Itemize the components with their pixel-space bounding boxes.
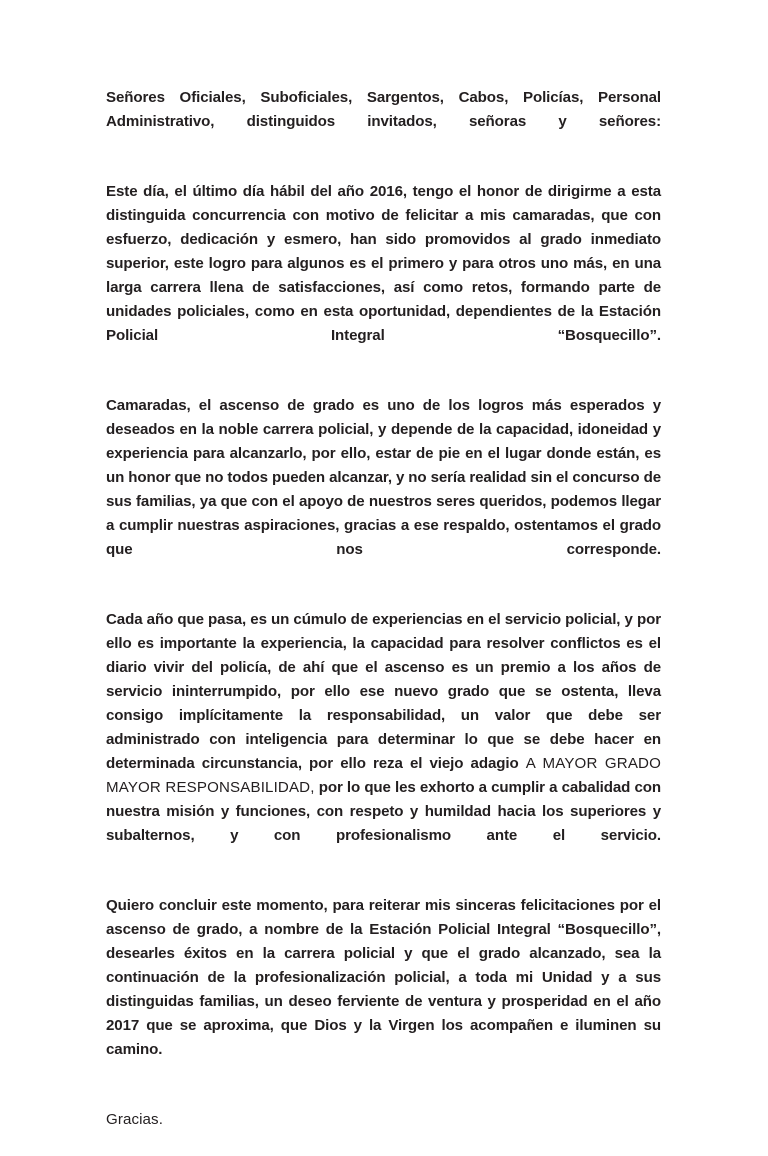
paragraph-conclusion: Quiero concluir este momento, para reiterar mis sinceras felicitaciones por el ascenso de grado, a nombre de la Estación Policial Integral “Bosquecillo”, desearles éxitos en la carrera policial y que el grado alcanzado, sea la continuación de la profesionalización policial, a toda mi Unidad y a sus distinguidas familias, un deseo ferviente de ventura y prosperidad en el año 2017 que se aproxima, que Dios y la Virgen los acompañen e iluminen su camino.	[106, 897, 661, 1058]
paragraph-experiencia-lead: Cada año que pasa, es un cúmulo de experiencias en el servicio policial, y por ello es importante la experiencia, la capacidad para resolver conflictos es el diario vivir del policía, de ahí que el ascenso es un premio a los años de servicio ininterrumpido, por ello ese nuevo grado que se ostenta, lleva consigo implícitamente la responsabilidad, un valor que debe ser administrado con inteligencia para determinar lo que se debe hacer en determinada circunstancia, por ello reza el viejo adagio	[106, 611, 661, 772]
paragraph-experiencia	[106, 608, 661, 872]
paragraph-salutation: Señores Oficiales, Suboficiales, Sargentos, Cabos, Policías, Personal Administrativo, distinguidos invitados, señoras y señores:	[106, 89, 661, 130]
paragraph-thanks: Gracias.	[106, 1111, 163, 1128]
paragraph-experiencia-tail: por lo que les exhorto a cumplir a cabalidad con nuestra misión y funciones, con respeto y humildad hacia los superiores y subalternos, y con profesionalismo ante el servicio.	[106, 779, 661, 844]
adage-text: A MAYOR GRADO MAYOR RESPONSABILIDAD,	[106, 755, 661, 796]
paragraph-intro: Este día, el último día hábil del año 2016, tengo el honor de dirigirme a esta distinguida concurrencia con motivo de felicitar a mis camaradas, que con esfuerzo, dedicación y esmero, han sido promovidos al grado inmediato superior, este logro para algunos es el primero y para otros uno más, en una larga carrera llena de satisfacciones, así como retos, formando parte de unidades policiales, como en esta oportunidad, dependientes de la Estación Policial Integral “Bosquecillo”.	[106, 183, 661, 344]
paragraph-camaradas: Camaradas, el ascenso de grado es uno de los logros más esperados y deseados en la noble carrera policial, y depende de la capacidad, idoneidad y experiencia para alcanzarlo, por ello, estar de pie en el lugar donde están, es un honor que no todos pueden alcanzar, y no sería realidad sin el concurso de sus familias, ya que con el apoyo de nuestros seres queridos, podemos llegar a cumplir nuestras aspiraciones, gracias a ese respaldo, ostentamos el grado que nos corresponde.	[106, 397, 661, 558]
document-body	[106, 86, 661, 1156]
